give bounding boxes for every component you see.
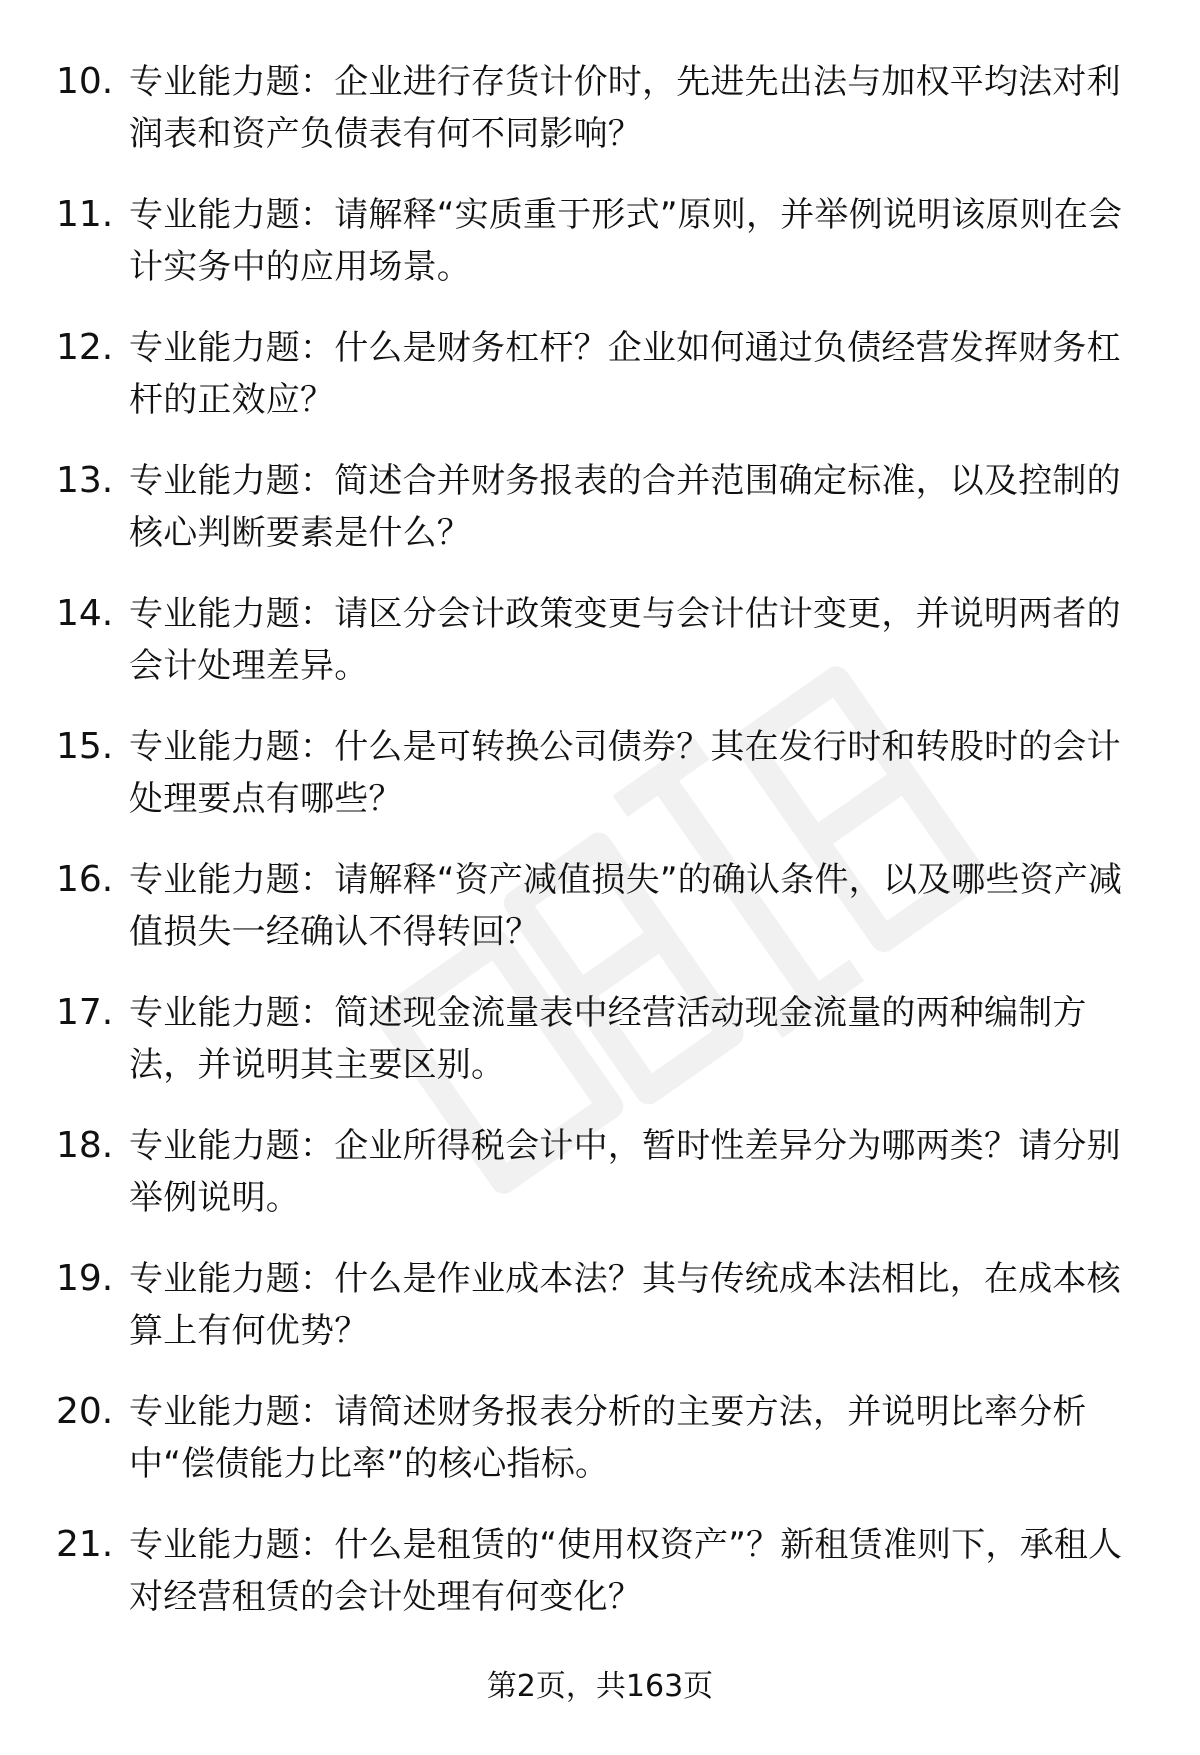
- question-list: [0, 56, 1200, 1652]
- question-number: 12.: [56, 327, 114, 368]
- question-text: 专业能力题：请解释“资产减值损失”的确认条件，以及哪些资产减值损失一经确认不得转回？: [129, 860, 1123, 952]
- question-text: 专业能力题：企业进行存货计价时，先进先出法与加权平均法对利润表和资产负债表有何不同影响？: [129, 62, 1121, 154]
- question-text: 专业能力题：请解释“实质重于形式”原则，并举例说明该原则在会计实务中的应用场景。: [129, 195, 1123, 287]
- question-item: [0, 854, 1200, 987]
- question-number: 19.: [56, 1258, 114, 1299]
- page-footer: [0, 1665, 1200, 1709]
- question-number: 15.: [56, 726, 114, 767]
- question-text: 专业能力题：简述现金流量表中经营活动现金流量的两种编制方法，并说明其主要区别。: [129, 993, 1087, 1085]
- question-text: 专业能力题：什么是作业成本法？其与传统成本法相比，在成本核算上有何优势？: [129, 1259, 1121, 1351]
- question-item: [0, 588, 1200, 721]
- question-item: [0, 189, 1200, 322]
- question-text: 专业能力题：企业所得税会计中，暂时性差异分为哪两类？请分别举例说明。: [129, 1126, 1121, 1218]
- question-text: 专业能力题：什么是租赁的“使用权资产”？新租赁准则下，承租人对经营租赁的会计处理有何变化？: [129, 1525, 1123, 1617]
- question-text: 专业能力题：什么是可转换公司债券？其在发行时和转股时的会计处理要点有哪些？: [129, 727, 1121, 819]
- question-number: 20.: [56, 1391, 114, 1432]
- question-number: 17.: [56, 992, 114, 1033]
- question-item: [0, 1386, 1200, 1519]
- question-number: 14.: [56, 593, 114, 634]
- question-text: 专业能力题：请简述财务报表分析的主要方法，并说明比率分析中“偿债能力比率”的核心指标。: [129, 1392, 1087, 1484]
- question-item: [0, 1253, 1200, 1386]
- question-item: [0, 322, 1200, 455]
- question-number: 13.: [56, 460, 114, 501]
- question-number: 10.: [56, 61, 114, 102]
- question-number: 16.: [56, 859, 114, 900]
- question-number: 18.: [56, 1125, 114, 1166]
- question-item: [0, 1120, 1200, 1253]
- question-item: [0, 56, 1200, 189]
- question-item: [0, 721, 1200, 854]
- question-item: [0, 455, 1200, 588]
- question-number: 21.: [56, 1524, 114, 1565]
- question-text: 专业能力题：什么是财务杠杆？企业如何通过负债经营发挥财务杠杆的正效应？: [129, 328, 1121, 420]
- question-item: [0, 987, 1200, 1120]
- page-indicator: 第2页，共163页: [486, 1669, 714, 1704]
- question-number: 11.: [56, 194, 114, 235]
- question-item: [0, 1519, 1200, 1652]
- question-text: 专业能力题：请区分会计政策变更与会计估计变更，并说明两者的会计处理差异。: [129, 594, 1121, 686]
- question-text: 专业能力题：简述合并财务报表的合并范围确定标准，以及控制的核心判断要素是什么？: [129, 461, 1121, 553]
